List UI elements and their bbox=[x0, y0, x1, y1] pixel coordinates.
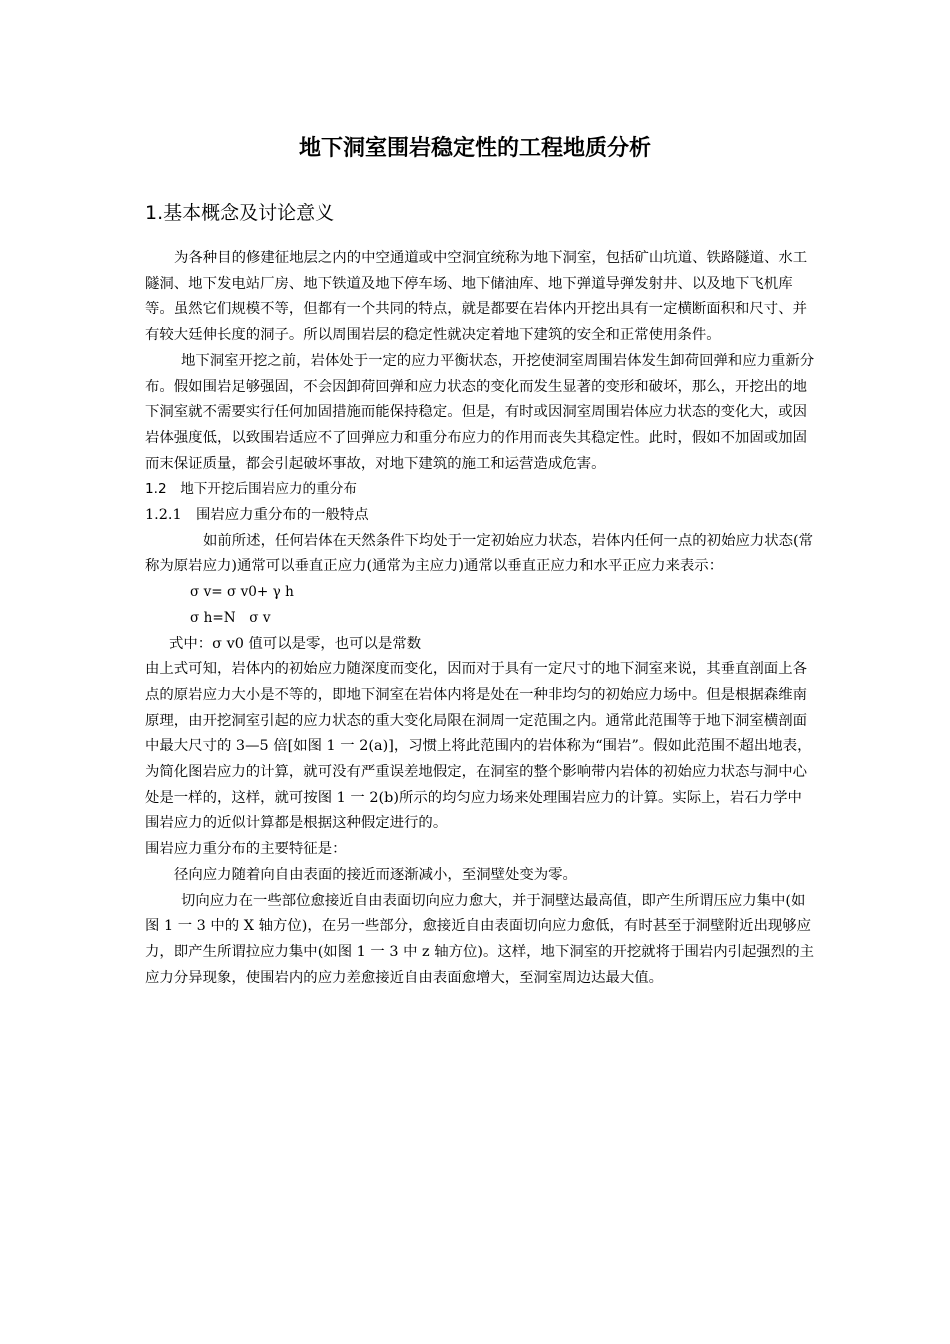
formula-horizontal-stress: σ h=N σ v bbox=[190, 609, 271, 626]
paragraph-excavation: 地下洞室开挖之前，岩体处于一定的应力平衡状态，开挖使洞室周围岩体发生卸荷回弹和应力重新分布。假如围岩足够强固，不会因卸荷回弹和应力状态的变化而发生显著的变形和破坏，那么，开挖出的地下洞室就不需要实行任何加固措施而能保持稳定。但是，有时或因洞室周围岩体应力状态的变化大，或因岩体强度低，以致围岩适应不了回弹应力和重分布应力的作用而丧失其稳定性。此时，假如不加固或加固而末保证质量，都会引起破坏事故，对地下建筑的施工和运营造成危害。 bbox=[145, 352, 815, 472]
formula-vertical-stress: σ v= σ v0+ γ h bbox=[190, 584, 294, 601]
document-title: 地下洞室围岩稳定性的工程地质分析 bbox=[298, 136, 651, 161]
section-heading-1-2: 1.2 地下开挖后围岩应力的重分布 bbox=[145, 481, 357, 498]
paragraph-intro: 为各种目的修建征地层之内的中空通道或中空洞宜统称为地下洞室，包括矿山坑道、铁路隧道、水工隧洞、地下发电站厂房、地下铁道及地下停车场、地下储油库、地下弹道导弹发射井、以及地下飞机库等。虽然它们规模不等，但都有一个共同的特点，就是都要在岩体内开挖出具有一定横断面积和尺寸、并有较大廷伸长度的洞子。所以周围岩层的稳定性就决定着地下建筑的安全和正常使用条件。 bbox=[145, 250, 808, 344]
paragraph-radial-stress: 径向应力随着向自由表面的接近而逐渐减小，至洞壁处变为零。 bbox=[174, 866, 577, 883]
section-heading-1-2-1: 1.2.1 围岩应力重分布的一般特点 bbox=[145, 507, 369, 524]
formula-note: 式中：σ v0 值可以是零，也可以是常数 bbox=[169, 635, 422, 652]
paragraph-initial-stress: 如前所述，任何岩体在天然条件下均处于一定初始应力状态，岩体内任何一点的初始应力状态(常称为原岩应力)通常可以垂直正应力(通常为主应力)通常以垂直正应力和水平正应力来表示： bbox=[145, 532, 814, 575]
paragraph-tangential-stress: 切向应力在一些部位愈接近自由表面切向应力愈大，并于洞壁达最高值，即产生所谓压应力集中(如图 1 一 3 中的 X 轴方位)，在另一些部分，愈接近自由表面切向应力愈低，有时甚至于洞壁附近出现够应力，即产生所谓拉应力集中(如图 1 一 3 中 z 轴方位)。这样，地下洞室的开挖就将于围岩内引起强烈的主应力分异现象，使围岩内的应力差愈接近自由表面愈增大，至洞室周边达最大值。 bbox=[145, 892, 814, 986]
document-body bbox=[145, 246, 815, 991]
paragraph-main-features: 围岩应力重分布的主要特征是： bbox=[145, 841, 347, 858]
section-heading-1: 1.基本概念及讨论意义 bbox=[145, 202, 335, 224]
paragraph-surrounding-rock: 由上式可知，岩体内的初始应力随深度而变化，因而对于具有一定尺寸的地下洞室来说，其垂直剖面上各点的原岩应力大小是不等的，即地下洞室在岩体内将是处在一种非均匀的初始应力场中。但是根据森维南原理，由开挖洞室引起的应力状态的重大变化局限在洞周一定范围之内。通常此范围等于地下洞室横剖面中最大尺寸的 3—5 倍[如图 1 一 2(a)]，习惯上将此范围内的岩体称为“围岩”。假如此范围不超出地表，为简化图岩应力的计算，就可没有严重误差地假定，在洞室的整个影响带内岩体的初始应力状态与洞中心处是一样的，这样，就可按图 1 一 2(b)所示的均匀应力场来处理围岩应力的计算。实际上，岩石力学中围岩应力的近似计算都是根据这种假定进行的。 bbox=[145, 661, 812, 832]
